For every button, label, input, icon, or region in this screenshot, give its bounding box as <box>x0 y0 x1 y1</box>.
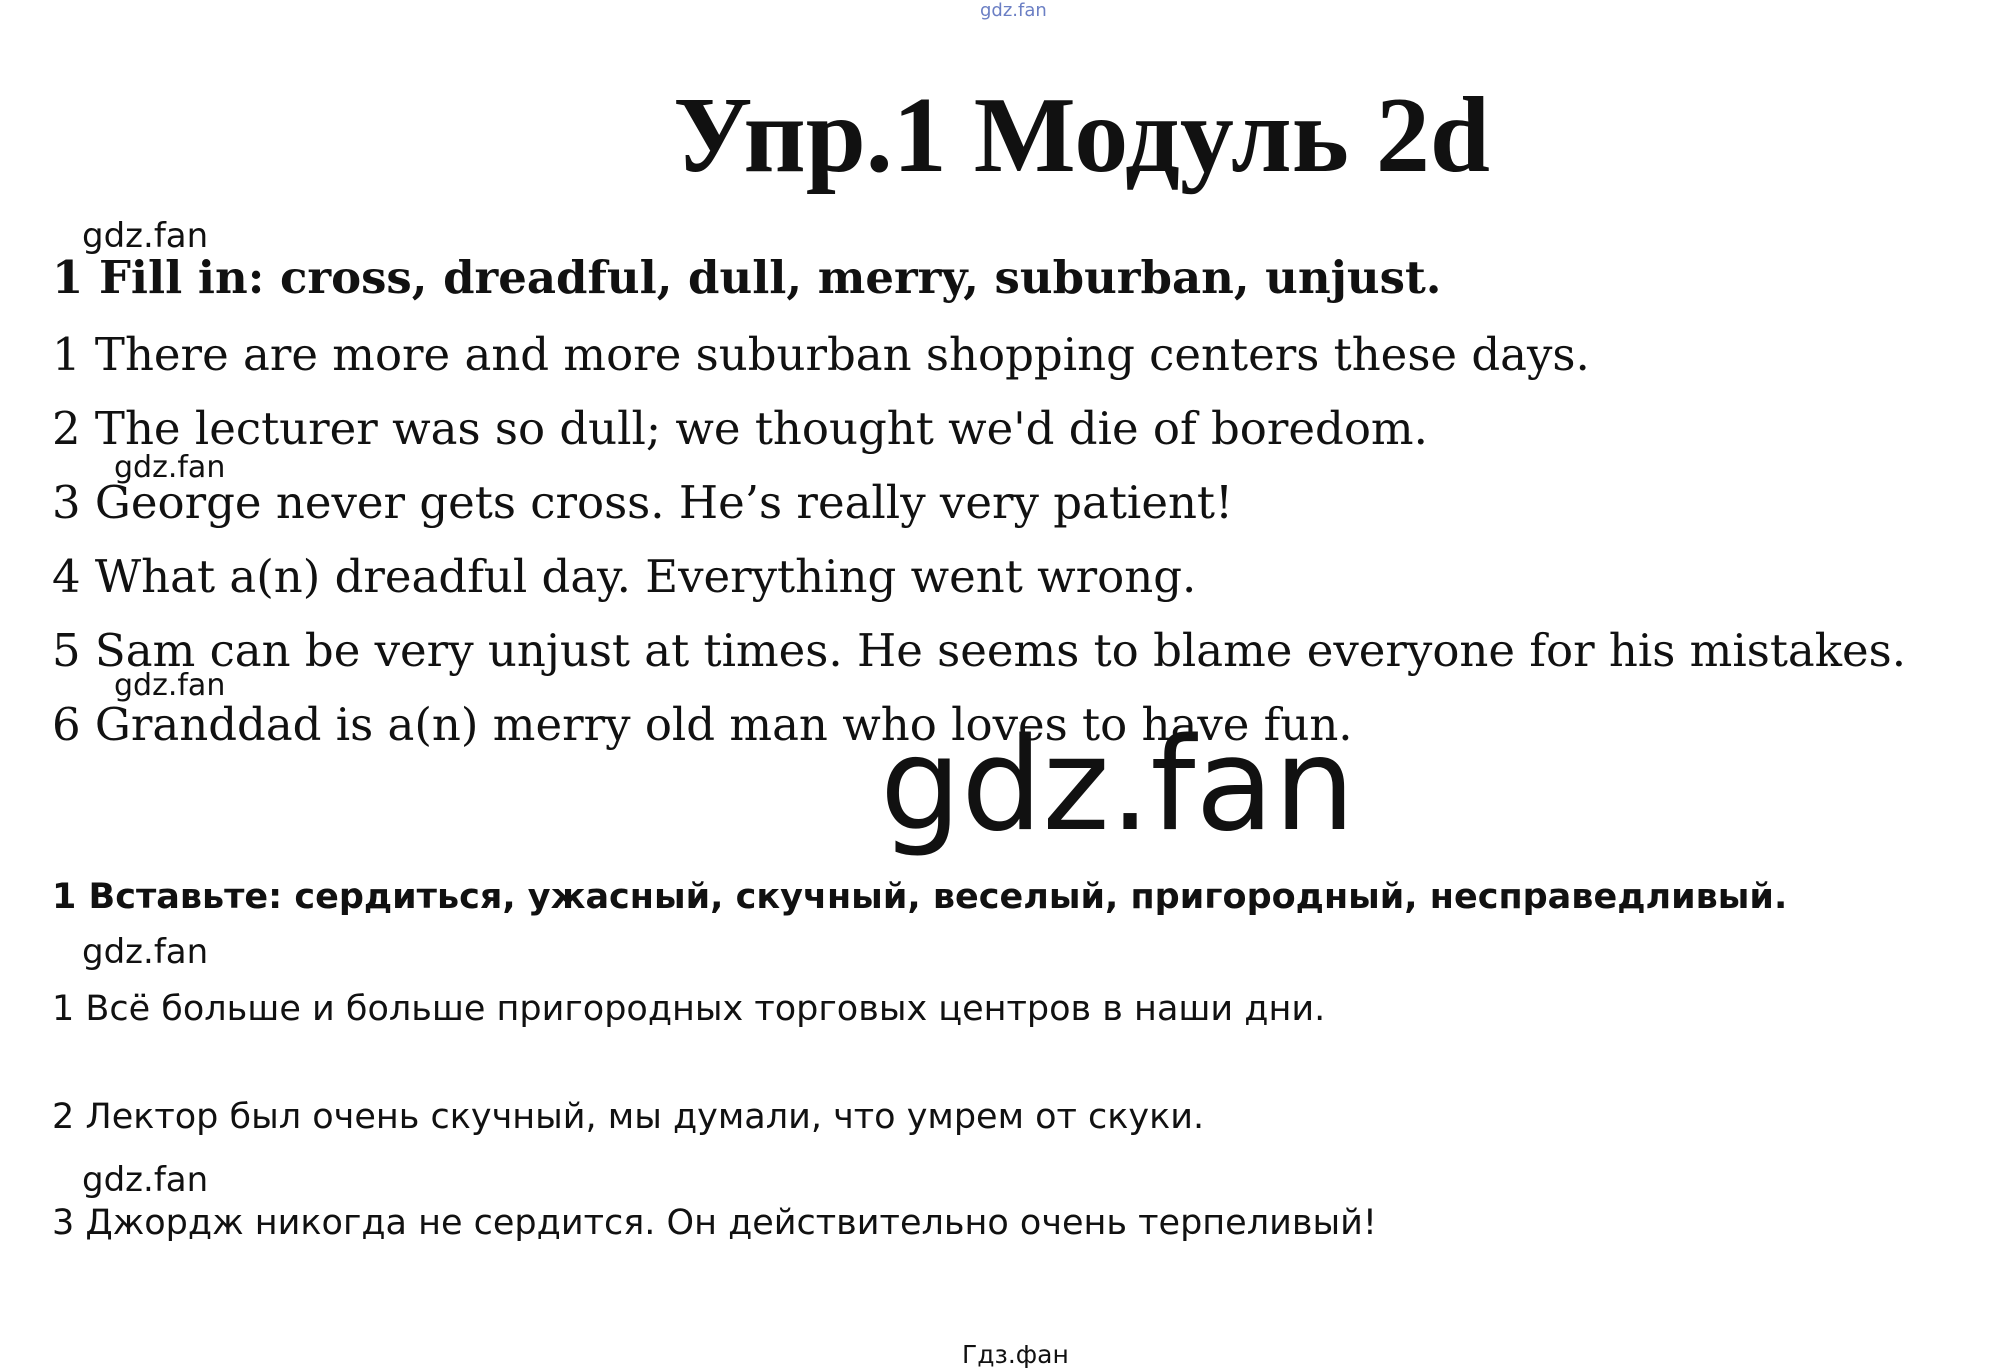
watermark: gdz.fan <box>82 1160 209 1200</box>
exercise-heading-en: 1 Fill in: cross, dreadful, dull, merry, suburban, unjust. <box>52 251 1442 304</box>
watermark-large: gdz.fan <box>880 711 1355 860</box>
exercise-heading-ru: 1 Вставьте: сердиться, ужасный, скучный, веселый, пригородный, несправедливый. <box>52 877 1788 917</box>
sentence-ru-2: 2 Лектор был очень скучный, мы думали, что умрем от скуки. <box>52 1097 1205 1137</box>
sentence-en-5: 5 Sam can be very unjust at times. He seems to blame everyone for his mistakes. <box>52 624 1907 677</box>
sentence-ru-1: 1 Всё больше и больше пригородных торговых центров в наши дни. <box>52 989 1326 1029</box>
sentence-en-4: 4 What a(n) dreadful day. Everything went wrong. <box>52 550 1197 603</box>
page-title: Упр.1 Модуль 2d <box>673 76 1490 195</box>
sentence-en-2: 2 The lecturer was so dull; we thought we'd die of boredom. <box>52 402 1428 455</box>
watermark: gdz.fan <box>82 216 209 256</box>
watermark: gdz.fan <box>114 668 226 703</box>
top-watermark: gdz.fan <box>980 0 1047 21</box>
footer-label: Гдз.фан <box>962 1340 1069 1369</box>
sentence-ru-3: 3 Джордж никогда не сердится. Он действительно очень терпеливый! <box>52 1203 1377 1243</box>
watermark: gdz.fan <box>82 932 209 972</box>
sentence-en-3: 3 George never gets cross. He’s really very patient! <box>52 476 1234 529</box>
watermark: gdz.fan <box>114 450 226 485</box>
sentence-en-1: 1 There are more and more suburban shopping centers these days. <box>52 328 1590 381</box>
sentence-en-6: 6 Granddad is a(n) merry old man who loves to have fun. <box>52 698 1353 751</box>
